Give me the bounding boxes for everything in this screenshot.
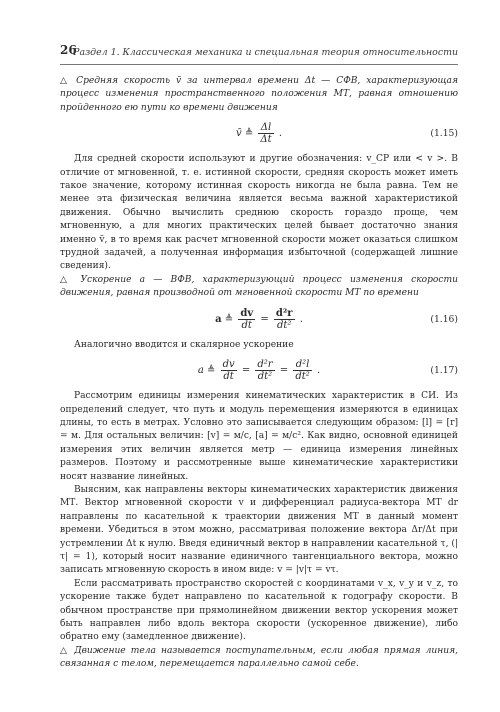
fraction-numerator: dv: [240, 307, 254, 319]
triangle-icon: △: [60, 645, 70, 656]
paragraph-velocity-space: Если рассматривать пространство скоростей с координатами v_x, v_y и v_z, то ускорение также будет направлено по касательной к годографу скорости. В обычном пространстве при прямолинейном движении вектор ускорения может быть направлен либо вдоль вектора скорости (ускоренное движение), либо обратно ему (замедленное движение).: [60, 578, 458, 643]
definition-average-speed-text: Средняя скорость v̄ за интервал времени Δt — СФВ, характеризующая процесс изменения пространственного положения МТ, равная отношению пройденного ею пути ко времени движения: [60, 76, 458, 113]
formula-period: .: [278, 128, 283, 140]
fraction: [293, 359, 311, 382]
page-header: [60, 42, 458, 65]
equation-number: (1.16): [430, 313, 458, 325]
definition-translational-motion-text: Движение тела называется поступательным, если любая прямая линия, связанная с телом, перемещается параллельно самой себе.: [60, 645, 458, 670]
fraction-denominator: dt²: [277, 319, 292, 331]
definition-acceleration: [60, 274, 458, 301]
fraction-numerator: d²l: [293, 359, 311, 371]
definition-average-speed: [60, 75, 458, 115]
fraction: [274, 308, 295, 331]
equals-symbol: =: [260, 313, 269, 325]
fraction-denominator: dt²: [257, 371, 273, 383]
formula-lhs: a: [197, 365, 204, 377]
fraction: [238, 308, 255, 331]
equation-number: (1.17): [430, 365, 458, 377]
formula-1-17: [60, 356, 458, 386]
paragraph-scalar-acceleration: Аналогично вводится и скалярное ускорение: [74, 339, 294, 350]
page-number: 26: [60, 43, 77, 57]
triangle-icon: △: [60, 274, 73, 285]
fraction-denominator: Δt: [260, 134, 272, 146]
definition-translational-motion: [60, 645, 458, 672]
defeq-symbol: ≜: [244, 128, 254, 140]
running-title: Раздел 1. Классическая механика и специальная теория относительности: [73, 47, 458, 58]
fraction-denominator: dt: [223, 371, 234, 383]
triangle-icon: △: [60, 76, 71, 86]
fraction-denominator: dt²: [295, 371, 310, 383]
paragraph-average-speed: Для средней скорости используют и другие обозначения: v_CP или < v >. В отличие от мгновенной, т. е. истинной скорости, средняя скорость может иметь такое значение, которому истинная скорость никогда не была равна. Тем не менее эта физическая величина является весьма важной характеристикой движения. Обычно вычислить среднюю скорость гораздо проще, чем мгновенную, а для многих практических целей бывает достаточно знания именно v̄, в то время как расчет мгновенной скорости может оказаться слишком трудной задачей, а полученная информация избыточной (содержащей лишние сведения).: [60, 154, 458, 272]
fraction-denominator: dt: [241, 319, 252, 331]
defeq-symbol: ≜: [224, 313, 234, 325]
formula-period: .: [299, 313, 303, 325]
fraction: [258, 122, 273, 145]
equals-symbol: =: [241, 365, 251, 377]
formula-period: .: [316, 365, 321, 377]
defeq-symbol: ≜: [206, 365, 216, 377]
formula-1-15: [60, 119, 458, 149]
fraction: [221, 359, 237, 382]
fraction-numerator: d²r: [257, 359, 273, 371]
paragraph-units: Рассмотрим единицы измерения кинематических характеристик в СИ. Из определений следует, что путь и модуль перемещения измеряются в единицах длины, то есть в метрах. Условно это записывается следующим образом: [l] = [r] = м. Для остальных величин: [v] = м/с, [a] = м/с². Как видно, основной единицей измерения этих величин является метр — единица измерения линейных размеров. Поэтому и рассмотренные выше кинематические характеристики носят название линейных.: [60, 391, 458, 482]
definition-acceleration-text: Ускорение a — ВФВ, характеризующий процесс изменения скорости движения, равная производной от мгновенной скорости МТ по времени: [60, 274, 458, 299]
formula-lhs: v̄: [235, 128, 242, 140]
formula-1-16: [60, 305, 458, 335]
fraction-numerator: dv: [222, 359, 235, 371]
formula-lhs: a: [215, 313, 222, 325]
paragraph-vector-directions: Выясним, как направлены векторы кинематических характеристик движения МТ. Вектор мгновенной скорости v и дифференциал радиуса-вектора МТ dr направлены по касательной к траектории движения МТ в данный момент времени. Убедиться в этом можно, рассматривая положение вектора Δr/Δt при устремлении Δt к нулю. Введя единичный вектор в направлении касательной τ, (|τ| = 1), который носит название единичного тангенциального вектора, можно записать мгновенную скорость в ином виде: v = |v|τ = vτ.: [60, 484, 458, 576]
fraction-numerator: d²r: [275, 307, 293, 319]
equals-symbol: =: [279, 365, 289, 377]
equation-number: (1.15): [430, 128, 458, 140]
fraction-numerator: Δl: [258, 122, 273, 134]
fraction: [255, 359, 274, 382]
